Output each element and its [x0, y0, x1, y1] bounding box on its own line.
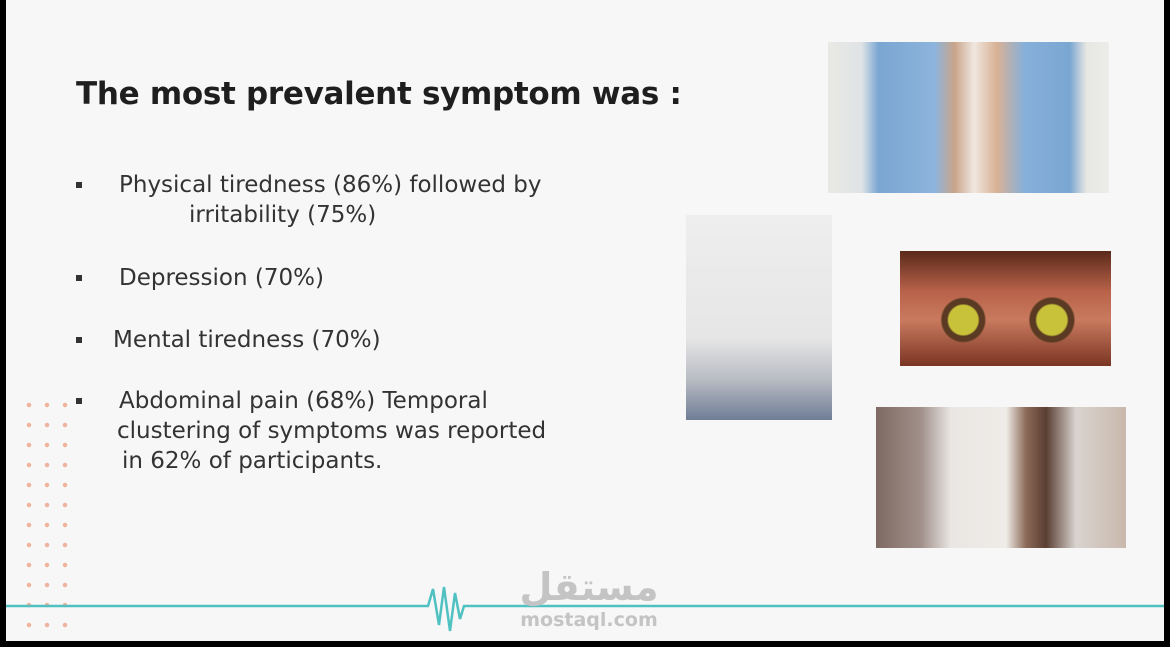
square-bullet-icon [76, 398, 82, 404]
square-bullet-icon [76, 182, 82, 188]
jaundiced-eyes-photo [900, 251, 1111, 366]
bullet-text: Depression (70%) [119, 265, 324, 291]
slide-title: The most prevalent symptom was : [76, 76, 682, 112]
bullet-text: clustering of symptoms was reported [117, 418, 547, 444]
bullet-text: irritability (75%) [189, 202, 377, 228]
square-bullet-icon [76, 337, 82, 343]
bullet-item [72, 170, 541, 230]
headache-photo [876, 407, 1126, 548]
abdominal-pain-photo [828, 42, 1109, 193]
bullet-item [72, 325, 381, 355]
square-bullet-icon [76, 275, 82, 281]
nausea-photo [686, 215, 832, 420]
bullet-text: Abdominal pain (68%) Temporal [119, 388, 488, 414]
bullet-text: Mental tiredness (70%) [113, 327, 381, 353]
bullet-item [72, 386, 546, 476]
presentation-slide [6, 0, 1164, 641]
watermark-url: mostaql.com [520, 609, 658, 631]
bullet-text: in 62% of participants. [122, 448, 383, 474]
watermark-logo [514, 565, 664, 631]
watermark-arabic: مستقل [519, 565, 659, 609]
bullet-text: Physical tiredness (86%) followed by [119, 172, 542, 198]
bullet-item [72, 263, 324, 293]
